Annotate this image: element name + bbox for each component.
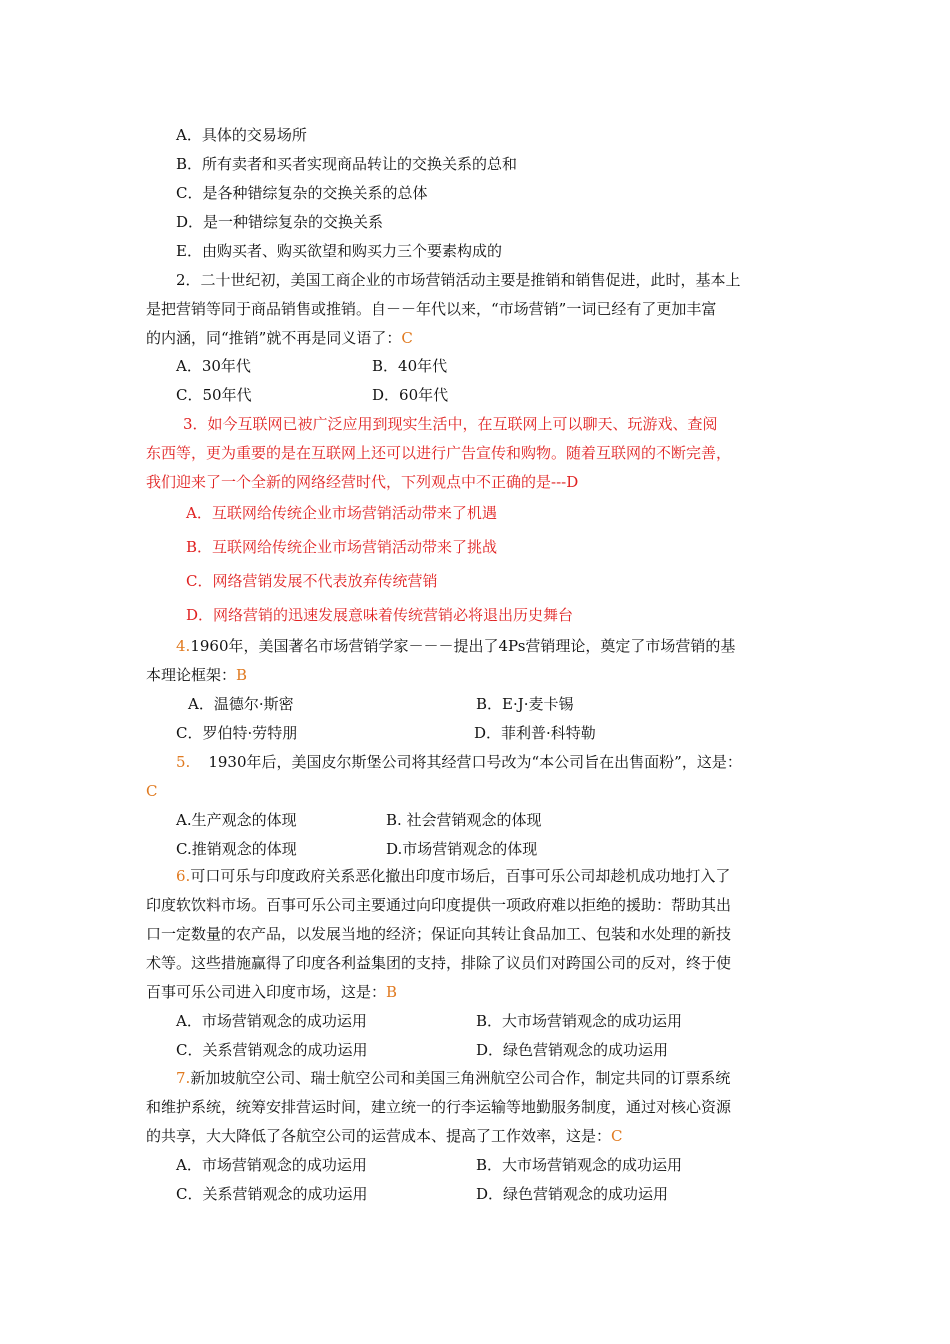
q4-line-1-text: 1960年，美国著名市场营销学家－－－提出了4Ps营销理论，奠定了市场营销的基 <box>190 637 736 655</box>
q7-option-c: C．关系营销观念的成功运用 <box>176 1185 368 1203</box>
q2-answer: C <box>401 329 413 347</box>
q6-line-5-text: 百事可乐公司进入印度市场，这是： <box>146 983 387 1001</box>
q5-number: 5. <box>176 753 191 771</box>
q2-line-2: 是把营销等同于商品销售或推销。自－－年代以来，“市场营销”一词已经有了更加丰富 <box>146 300 717 318</box>
q6-option-d: D．绿色营销观念的成功运用 <box>476 1041 669 1059</box>
q7-line-1-text: 新加坡航空公司、瑞士航空公司和美国三角洲航空公司合作，制定共同的订票系统 <box>190 1069 731 1087</box>
q3-line-3: 我们迎来了一个全新的网络经营时代，下列观点中不正确的是---D <box>146 473 579 491</box>
q7-line-3 <box>146 1126 623 1146</box>
q6-option-a: A．市场营销观念的成功运用 <box>176 1012 367 1030</box>
q4-line-1 <box>176 636 735 656</box>
q1-option-b: B．所有卖者和买者实现商品转让的交换关系的总和 <box>176 155 518 173</box>
q1-option-d: D．是一种错综复杂的交换关系 <box>176 213 384 231</box>
q4-answer: B <box>236 666 248 684</box>
q6-line-4: 术等。这些措施赢得了印度各利益集团的支持，排除了议员们对跨国公司的反对，终于使 <box>146 954 732 972</box>
q4-option-a: A．温德尔·斯密 <box>188 695 294 713</box>
q1-option-a: A．具体的交易场所 <box>176 126 307 144</box>
q6-option-b: B．大市场营销观念的成功运用 <box>476 1012 683 1030</box>
q4-number: 4. <box>176 637 191 655</box>
q2-option-a: A．30年代 <box>176 357 251 375</box>
q5-line-1-text: 1930年后，美国皮尔斯堡公司将其经营口号改为“本公司旨在出售面粉”，这是： <box>208 753 742 771</box>
q3-option-d: D．网络营销的迅速发展意味着传统营销必将退出历史舞台 <box>186 606 574 624</box>
q7-line-1 <box>176 1068 730 1088</box>
q4-option-d: D．菲利普·科特勒 <box>474 724 596 742</box>
q5-answer: C <box>146 782 158 800</box>
q6-line-5 <box>146 982 397 1002</box>
q2-option-b: B．40年代 <box>372 357 448 375</box>
q7-line-2: 和维护系统，统筹安排营运时间，建立统一的行李运输等地勤服务制度，通过对核心资源 <box>146 1098 732 1116</box>
q2-line-1: 2．二十世纪初，美国工商企业的市场营销活动主要是推销和销售促进，此时，基本上 <box>176 271 741 289</box>
q5-option-c: C.推销观念的体现 <box>176 840 297 858</box>
q7-option-a: A．市场营销观念的成功运用 <box>176 1156 367 1174</box>
q5-option-b: B. 社会营销观念的体现 <box>386 811 542 829</box>
q3-option-a: A．互联网给传统企业市场营销活动带来了机遇 <box>186 504 497 522</box>
q4-line-2 <box>146 665 247 685</box>
q6-answer: B <box>386 983 398 1001</box>
q6-option-c: C．关系营销观念的成功运用 <box>176 1041 368 1059</box>
q7-number: 7. <box>176 1069 191 1087</box>
q6-line-1-text: 可口可乐与印度政府关系恶化撤出印度市场后，百事可乐公司却趁机成功地打入了 <box>190 867 731 885</box>
q1-option-e: E．由购买者、购买欲望和购买力三个要素构成的 <box>176 242 502 260</box>
q3-line-2: 东西等，更为重要的是在互联网上还可以进行广告宣传和购物。随着互联网的不断完善， <box>146 444 732 462</box>
q7-option-b: B．大市场营销观念的成功运用 <box>476 1156 683 1174</box>
q3-line-1: 3．如今互联网已被广泛应用到现实生活中，在互联网上可以聊天、玩游戏、查阅 <box>183 415 718 433</box>
q2-option-d: D．60年代 <box>372 386 449 404</box>
q2-line-3 <box>146 328 413 348</box>
q4-option-b: B．E·J·麦卡锡 <box>476 695 574 713</box>
q6-line-1 <box>176 866 730 886</box>
q4-line-2-text: 本理论框架： <box>146 666 237 684</box>
q2-line-3-text: 的内涵，同“推销”就不再是同义语了： <box>146 329 402 347</box>
q6-line-2: 印度软饮料市场。百事可乐公司主要通过向印度提供一项政府难以拒绝的援助：帮助其出 <box>146 896 732 914</box>
q5-option-d: D.市场营销观念的体现 <box>386 840 538 858</box>
q7-answer: C <box>611 1127 623 1145</box>
q6-number: 6. <box>176 867 191 885</box>
q3-option-c: C．网络营销发展不代表放弃传统营销 <box>186 572 438 590</box>
q1-option-c: C．是各种错综复杂的交换关系的总体 <box>176 184 428 202</box>
q6-line-3: 口一定数量的农产品，以发展当地的经济；保证向其转让食品加工、包装和水处理的新技 <box>146 925 732 943</box>
q3-option-b: B．互联网给传统企业市场营销活动带来了挑战 <box>186 538 498 556</box>
q5-line-1 <box>176 752 742 772</box>
q2-option-c: C．50年代 <box>176 386 252 404</box>
q7-line-3-text: 的共享，大大降低了各航空公司的运营成本、提高了工作效率，这是： <box>146 1127 612 1145</box>
q7-option-d: D．绿色营销观念的成功运用 <box>476 1185 669 1203</box>
q4-option-c: C．罗伯特·劳特朋 <box>176 724 298 742</box>
q5-option-a: A.生产观念的体现 <box>176 811 297 829</box>
